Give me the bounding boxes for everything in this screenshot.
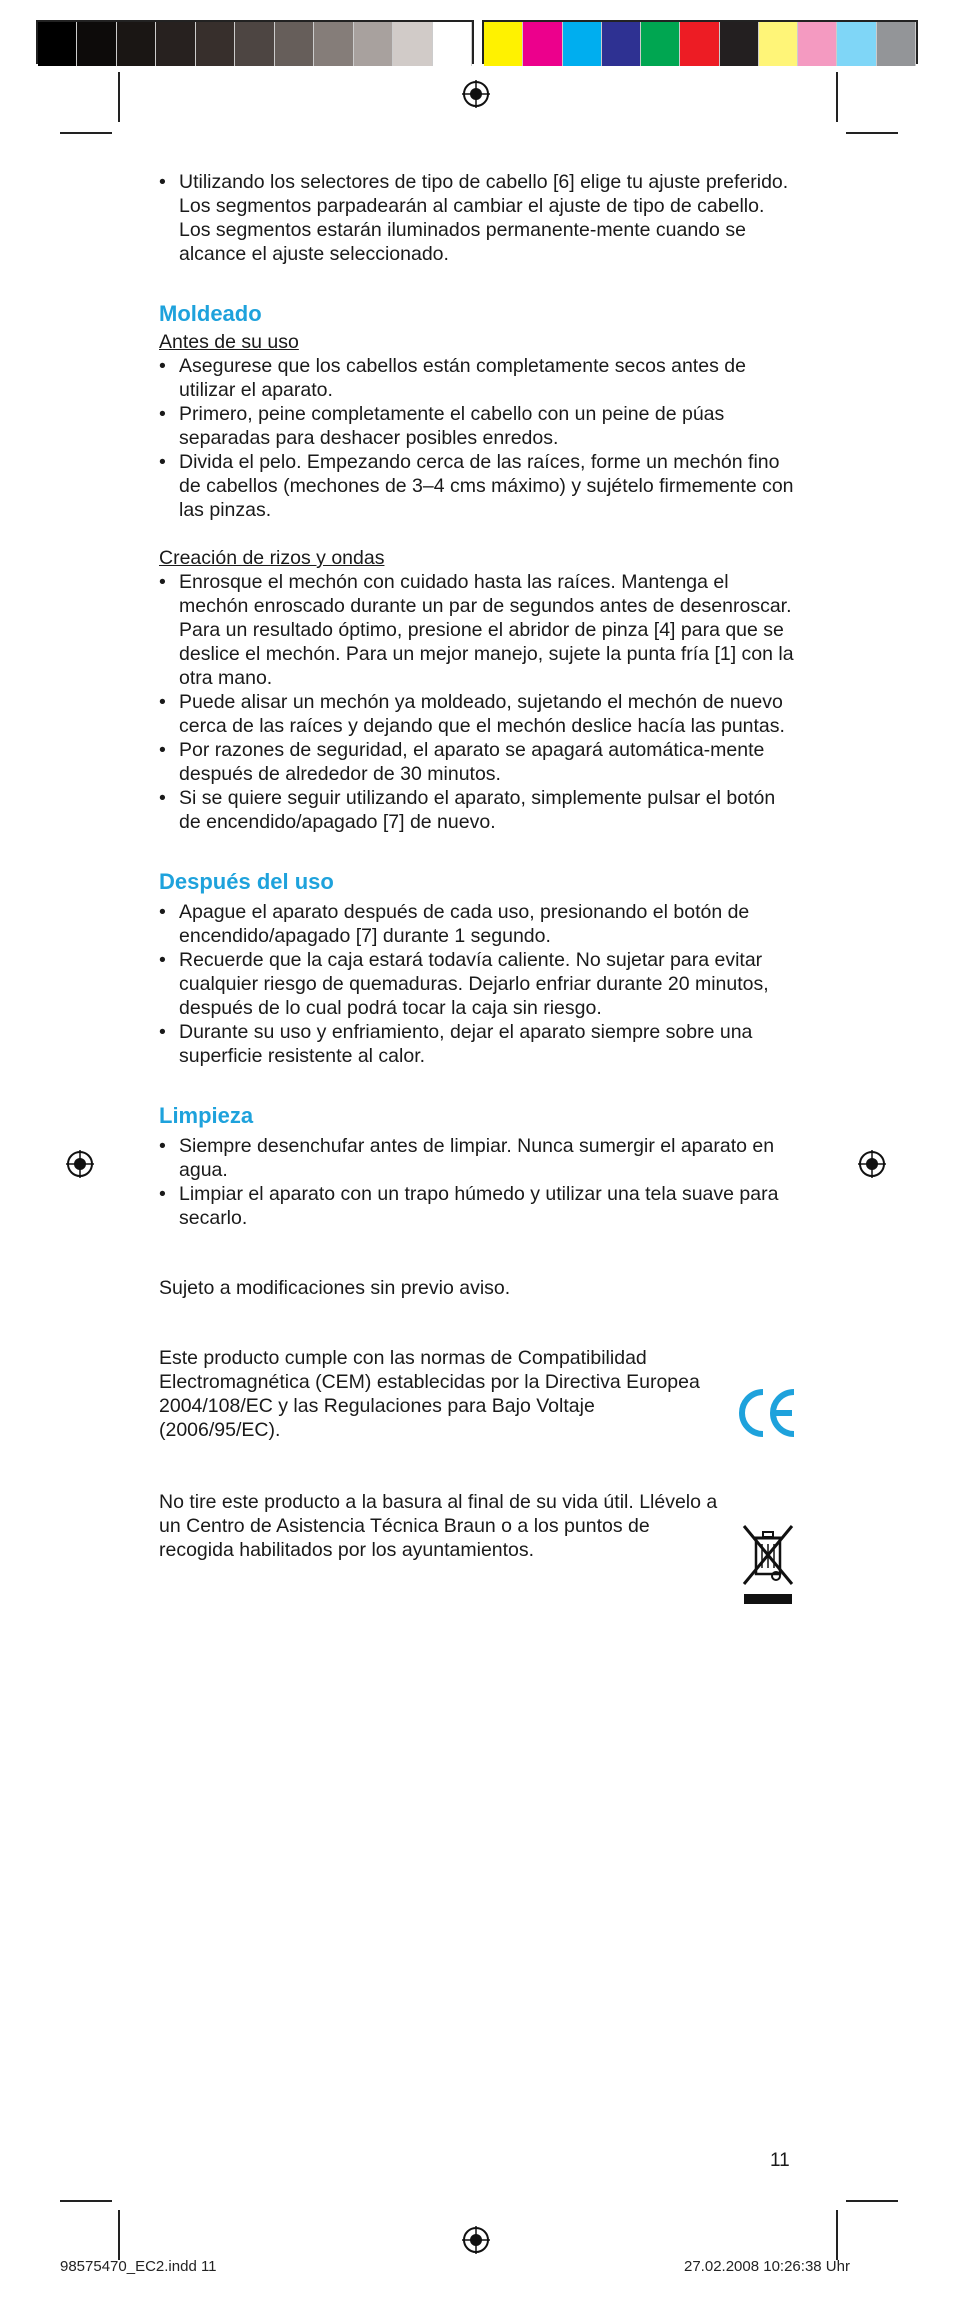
color-swatch (602, 22, 641, 66)
color-swatch (196, 22, 235, 66)
list-item: • Siempre desenchufar antes de limpiar. Nunca sumergir el aparato en agua. (159, 1134, 799, 1182)
color-swatch (393, 22, 432, 66)
creacion-list (159, 570, 799, 834)
registration-mark-icon (462, 80, 490, 108)
color-swatch (484, 22, 523, 66)
registration-mark-icon (858, 1150, 886, 1178)
crop-mark (836, 2210, 838, 2260)
crop-mark (118, 2210, 120, 2260)
slug-date: 27.02.2008 10:26:38 Uhr (684, 2258, 850, 2275)
limpieza-list (159, 1134, 799, 1230)
list-item: • Divida el pelo. Empezando cerca de las raíces, forme un mechón fino de cabellos (mechones de 3–4 cms máximo) y sujételo firmemente con las pinzas. (159, 450, 799, 522)
color-swatch (77, 22, 116, 66)
color-swatch (38, 22, 77, 66)
list-item: • Si se quiere seguir utilizando el aparato, simplemente pulsar el botón de encendido/apagado [7] de nuevo. (159, 786, 799, 834)
section-title-moldeado: Moldeado (159, 301, 262, 326)
subheading-creacion: Creación de rizos y ondas (159, 547, 385, 569)
page-number: 11 (770, 2150, 790, 2171)
disposal-text: No tire este producto a la basura al final de su vida útil. Llévelo a un Centro de Asistencia Técnica Braun o a los puntos de recogida habilitados por los ayuntamientos. (159, 1491, 718, 1561)
color-swatch (641, 22, 680, 66)
despues-list (159, 900, 799, 1068)
section-title-despues: Después del uso (159, 869, 334, 894)
color-swatch (156, 22, 195, 66)
color-swatch (563, 22, 602, 66)
color-swatch (235, 22, 274, 66)
gray-color-bar (36, 20, 474, 64)
crop-mark (836, 72, 838, 122)
list-item: • Por razones de seguridad, el aparato se apagará automática-mente después de alrededor de 30 minutos. (159, 738, 799, 786)
color-swatch (720, 22, 759, 66)
crop-mark (846, 2200, 898, 2202)
color-swatch (354, 22, 393, 66)
color-swatch (877, 22, 916, 66)
document-body (159, 170, 799, 1562)
list-item: • Durante su uso y enfriamiento, dejar el aparato siempre sobre una superficie resistente al calor. (159, 1020, 799, 1068)
list-item: • Primero, peine completamente el cabello con un peine de púas separadas para deshacer posibles enredos. (159, 402, 799, 450)
list-item: • Enrosque el mechón con cuidado hasta las raíces. Mantenga el mechón enroscado durante un par de segundos antes de desenroscar. Para un resultado óptimo, presione el abridor de pinza [4] para que se deslice el mechón. Para un mejor manejo, sujete la punta fría [1] con la otra mano. (159, 570, 799, 690)
color-swatch (759, 22, 798, 66)
color-swatch (798, 22, 837, 66)
list-item: • Asegurese que los cabellos están completamente secos antes de utilizar el aparato. (159, 354, 799, 402)
antes-list (159, 354, 799, 522)
color-swatch (837, 22, 876, 66)
intro-list (159, 170, 799, 266)
list-item: • Recuerde que la caja estará todavía caliente. No sujetar para evitar cualquier riesgo de quemaduras. Dejarlo enfriar durante 20 minutos, después de lo cual podrá tocar la caja sin riesgo. (159, 948, 799, 1020)
list-item: • Puede alisar un mechón ya moldeado, sujetando el mechón de nuevo cerca de las raíces y dejando que el mechón deslice hacía las puntas. (159, 690, 799, 738)
list-item: • Utilizando los selectores de tipo de cabello [6] elige tu ajuste preferido. Los segmentos parpadearán al cambiar el ajuste de tipo de cabello. Los segmentos estarán iluminados permanente-mente cuando se alcance el ajuste seleccionado. (159, 170, 799, 266)
crop-mark (118, 72, 120, 122)
color-swatch (117, 22, 156, 66)
crop-mark (60, 132, 112, 134)
list-item: • Apague el aparato después de cada uso, presionando el botón de encendido/apagado [7] durante 1 segundo. (159, 900, 799, 948)
ce-compliance-text: Este producto cumple con las normas de Compatibilidad Electromagnética (CEM) establecidas por la Directiva Europea 2004/108/EC y las Regulaciones para Bajo Voltaje (2006/95/EC). (159, 1347, 700, 1441)
registration-mark-icon (66, 1150, 94, 1178)
color-swatch (523, 22, 562, 66)
color-swatch (314, 22, 353, 66)
subheading-antes: Antes de su uso (159, 331, 299, 353)
crop-mark (846, 132, 898, 134)
ce-mark-icon (736, 1386, 798, 1440)
list-item: • Limpiar el aparato con un trapo húmedo y utilizar una tela suave para secarlo. (159, 1182, 799, 1230)
slug-file: 98575470_EC2.indd 11 (60, 2258, 217, 2275)
crossed-out-bin-icon (740, 1524, 796, 1606)
cmyk-color-bar (482, 20, 918, 64)
notice-text: Sujeto a modificaciones sin previo aviso. (159, 1277, 511, 1299)
registration-mark-icon (462, 2226, 490, 2254)
section-title-limpieza: Limpieza (159, 1103, 254, 1128)
color-swatch (680, 22, 719, 66)
color-swatch (433, 22, 472, 66)
crop-mark (60, 2200, 112, 2202)
color-swatch (275, 22, 314, 66)
